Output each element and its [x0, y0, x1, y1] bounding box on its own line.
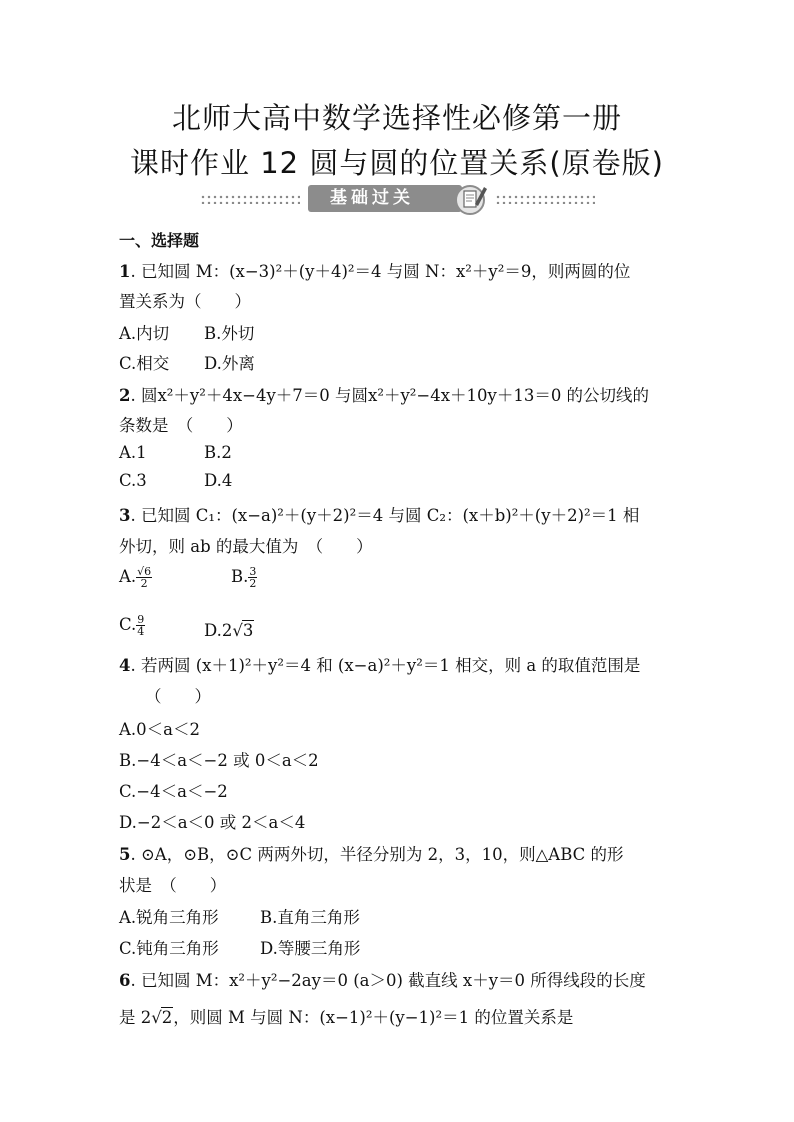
fraction-denominator: 2	[140, 577, 148, 590]
question-1-line-2: 置关系为（ ）	[119, 292, 251, 311]
question-2-line-1	[119, 382, 649, 406]
question-5-option-b: B.直角三角形	[260, 908, 360, 927]
fraction-numerator: √6	[137, 565, 152, 578]
question-5-line-2: 状是 （ ）	[119, 876, 227, 895]
question-1-line-1	[119, 258, 630, 282]
question-4-option-b: B.−4＜a＜−2 或 0＜a＜2	[119, 751, 319, 770]
question-2-option-b: B.2	[204, 443, 232, 462]
option-letter: D.2	[204, 621, 233, 640]
question-number: 4	[119, 656, 131, 675]
fraction-numerator: 3	[249, 565, 257, 578]
sqrt-sign: √	[232, 621, 243, 640]
question-6-line-2	[119, 1004, 573, 1028]
question-1-option-a: A.内切	[119, 324, 170, 343]
question-2-option-c: C.3	[119, 471, 147, 490]
question-1-option-d: D.外离	[204, 354, 255, 373]
fraction	[248, 566, 257, 589]
question-2-option-d: D.4	[204, 471, 233, 490]
question-2-option-a: A.1	[119, 443, 147, 462]
page-subtitle: 课时作业 12 圆与圆的位置关系(原卷版)	[130, 146, 664, 180]
question-3-option-b	[231, 566, 257, 589]
question-4-option-a: A.0＜a＜2	[119, 720, 200, 739]
question-2-line-2: 条数是 （ ）	[119, 416, 243, 435]
question-5-line-1	[119, 841, 624, 865]
question-number: 6	[119, 971, 131, 990]
question-6-line-1	[119, 967, 646, 991]
question-text: . ⊙A，⊙B，⊙C 两两外切，半径分别为 2，3，10，则△ABC 的形	[130, 845, 624, 864]
question-text: . 圆x²＋y²＋4x−4y＋7＝0 与圆x²＋y²−4x＋10y＋13＝0 的公切线的	[130, 386, 650, 405]
sqrt-sign: √	[151, 1008, 162, 1027]
banner-dots-right	[495, 194, 595, 204]
option-letter: B.	[231, 567, 249, 586]
sqrt-radicand: 2	[161, 1008, 173, 1027]
question-3-option-d	[204, 620, 254, 640]
question-text-prefix: 是 2	[119, 1008, 152, 1027]
question-number: 1	[119, 262, 131, 281]
question-4-option-d: D.−2＜a＜0 或 2＜a＜4	[119, 813, 306, 832]
question-3-line-1	[119, 502, 639, 526]
question-text-suffix: ，则圆 M 与圆 N：(x−1)²＋(y−1)²＝1 的位置关系是	[173, 1008, 574, 1027]
fraction-numerator: 9	[137, 613, 145, 626]
fraction	[136, 566, 152, 589]
page-title: 北师大高中数学选择性必修第一册	[171, 101, 622, 135]
banner-label-box	[308, 185, 462, 212]
question-text: . 已知圆 M：(x−3)²＋(y＋4)²＝4 与圆 N：x²＋y²＝9，则两圆的位	[130, 262, 631, 281]
option-letter: A.	[119, 567, 137, 586]
question-5-option-d: D.等腰三角形	[260, 939, 361, 958]
question-3-option-c	[119, 614, 145, 637]
question-4-line-2: （ ）	[145, 687, 211, 706]
question-3-line-2: 外切，则 ab 的最大值为 （ ）	[119, 537, 373, 556]
question-number: 3	[119, 506, 131, 525]
pencil-note-icon	[453, 182, 489, 216]
question-number: 2	[119, 386, 131, 405]
question-5-option-a: A.锐角三角形	[119, 908, 219, 927]
section-title: 一、选择题	[119, 231, 200, 250]
question-1-option-c: C.相交	[119, 354, 170, 373]
fraction	[136, 614, 145, 637]
question-1-option-b: B.外切	[204, 324, 255, 343]
question-3-option-a	[119, 566, 152, 589]
option-letter: C.	[119, 615, 137, 634]
question-text: . 已知圆 M：x²＋y²−2ay＝0 (a＞0) 截直线 x＋y＝0 所得线段的长度	[130, 971, 646, 990]
question-4-line-1	[119, 652, 640, 676]
question-text: . 已知圆 C₁：(x−a)²＋(y＋2)²＝4 与圆 C₂：(x＋b)²＋(y＋2)²＝1 相	[130, 506, 640, 525]
section-banner	[0, 185, 794, 215]
sqrt-radicand: 3	[242, 621, 254, 640]
question-4-option-c: C.−4＜a＜−2	[119, 782, 228, 801]
question-5-option-c: C.钝角三角形	[119, 939, 219, 958]
fraction-denominator: 4	[137, 625, 145, 638]
banner-label: 基础过关	[330, 188, 414, 208]
banner-dots-left	[200, 194, 300, 204]
question-number: 5	[119, 845, 131, 864]
question-text: . 若两圆 (x＋1)²＋y²＝4 和 (x−a)²＋y²＝1 相交，则 a 的取值范围是	[130, 656, 641, 675]
fraction-denominator: 2	[249, 577, 257, 590]
